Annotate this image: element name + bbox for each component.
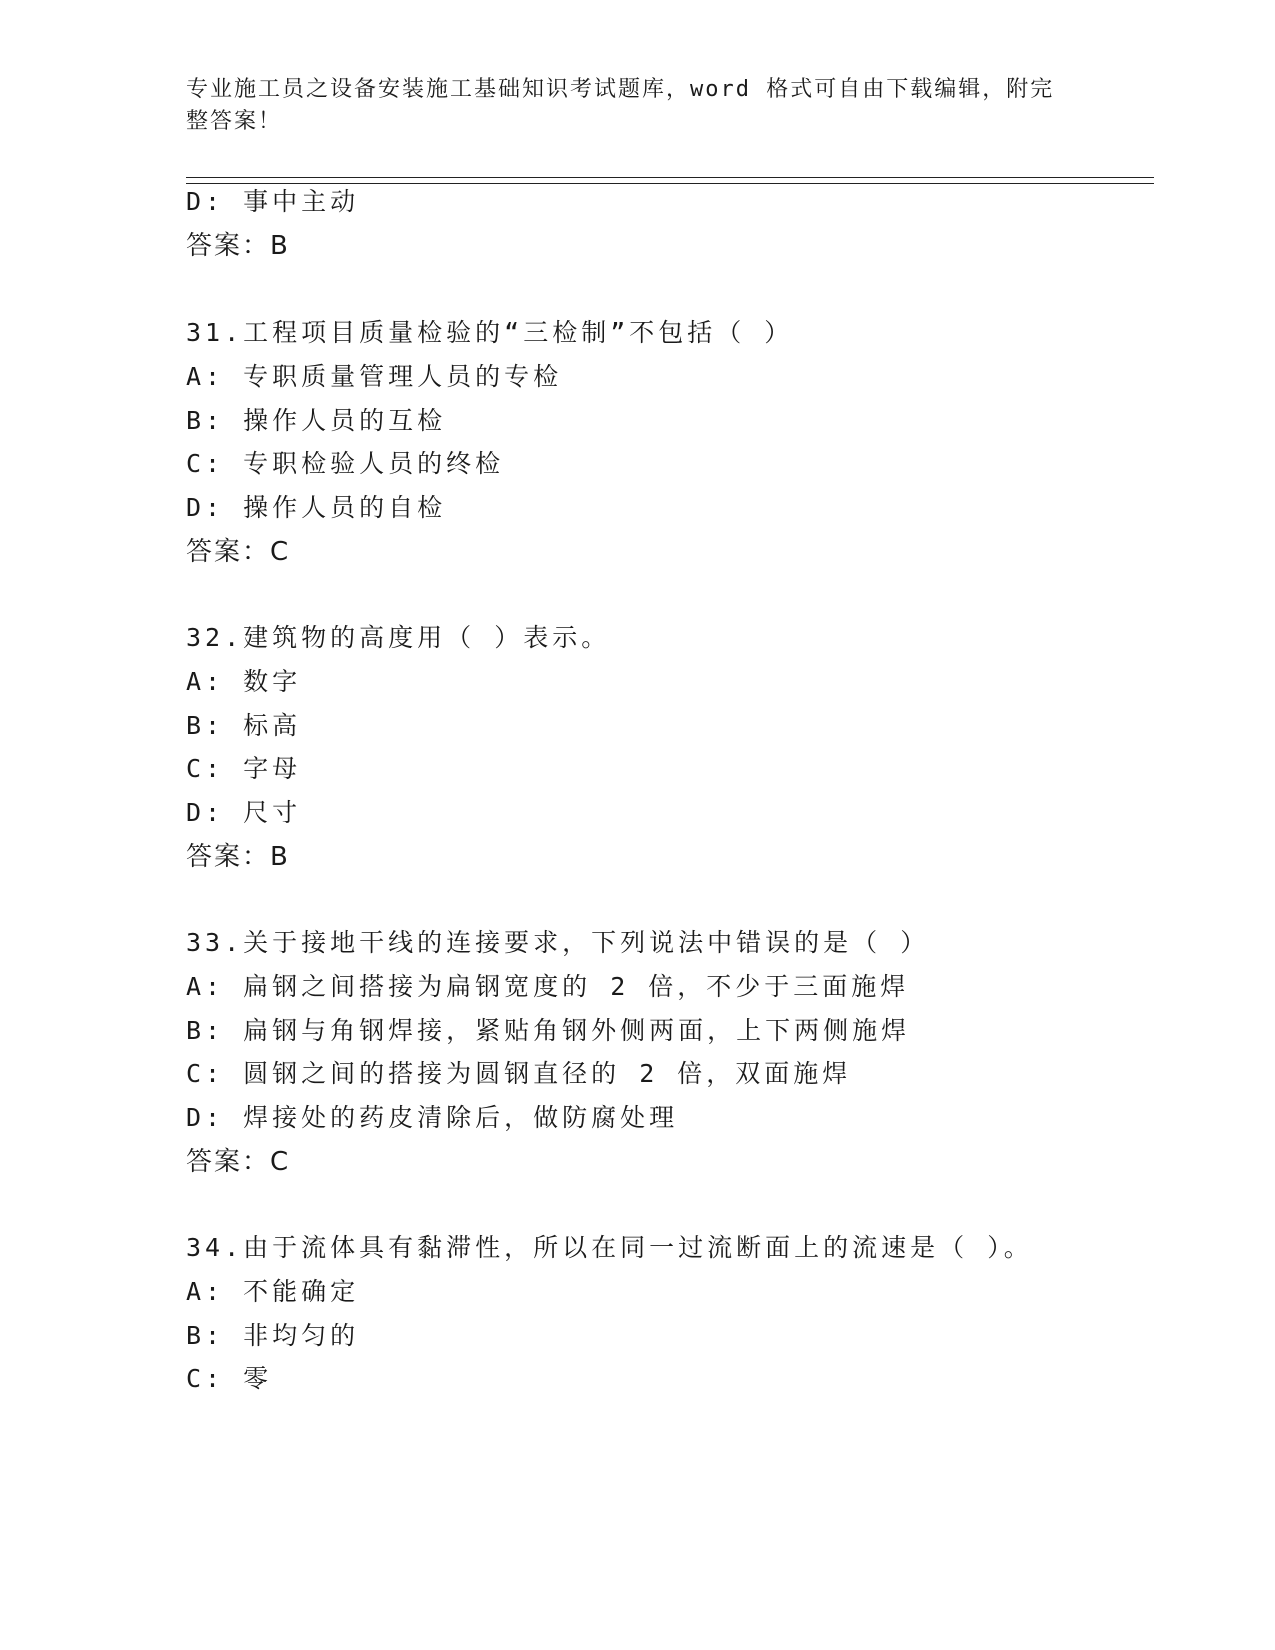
answer: 答案：C [186,537,291,567]
option-b: B: 操作人员的互检 [186,406,447,435]
header-divider-bottom [186,183,1154,184]
option-a: A: 数字 [186,667,302,696]
question-stem: 31.工程项目质量检验的“三检制”不包括（ ） [186,318,794,347]
question-stem: 34.由于流体具有黏滞性，所以在同一过流断面上的流速是（ ）。 [186,1233,1033,1262]
option-c: C: 圆钢之间的搭接为圆钢直径的 2 倍，双面施焊 [186,1059,852,1088]
option-b: B: 扁钢与角钢焊接，紧贴角钢外侧两面，上下两侧施焊 [186,1016,911,1045]
answer: 答案：B [186,842,290,872]
option-c: C: 字母 [186,754,302,783]
option-d: D: 事中主动 [186,187,360,216]
document-header: 专业施工员之设备安装施工基础知识考试题库，word 格式可自由下载编辑，附完整答案！ [186,77,1055,134]
header-divider-top [186,177,1154,178]
question-stem: 33.关于接地干线的连接要求，下列说法中错误的是（ ） [186,928,930,957]
option-a: A: 扁钢之间搭接为扁钢宽度的 2 倍，不少于三面施焊 [186,972,910,1001]
option-a: A: 专职质量管理人员的专检 [186,362,563,391]
option-c: C: 零 [186,1364,273,1393]
answer: 答案：C [186,1147,291,1177]
option-b: B: 标高 [186,711,302,740]
question-stem: 32.建筑物的高度用（ ）表示。 [186,623,611,652]
option-d: D: 尺寸 [186,798,302,827]
option-b: B: 非均匀的 [186,1321,360,1350]
answer: 答案：B [186,231,290,261]
option-d: D: 操作人员的自检 [186,493,447,522]
option-c: C: 专职检验人员的终检 [186,449,505,478]
option-d: D: 焊接处的药皮清除后，做防腐处理 [186,1103,679,1132]
option-a: A: 不能确定 [186,1277,360,1306]
